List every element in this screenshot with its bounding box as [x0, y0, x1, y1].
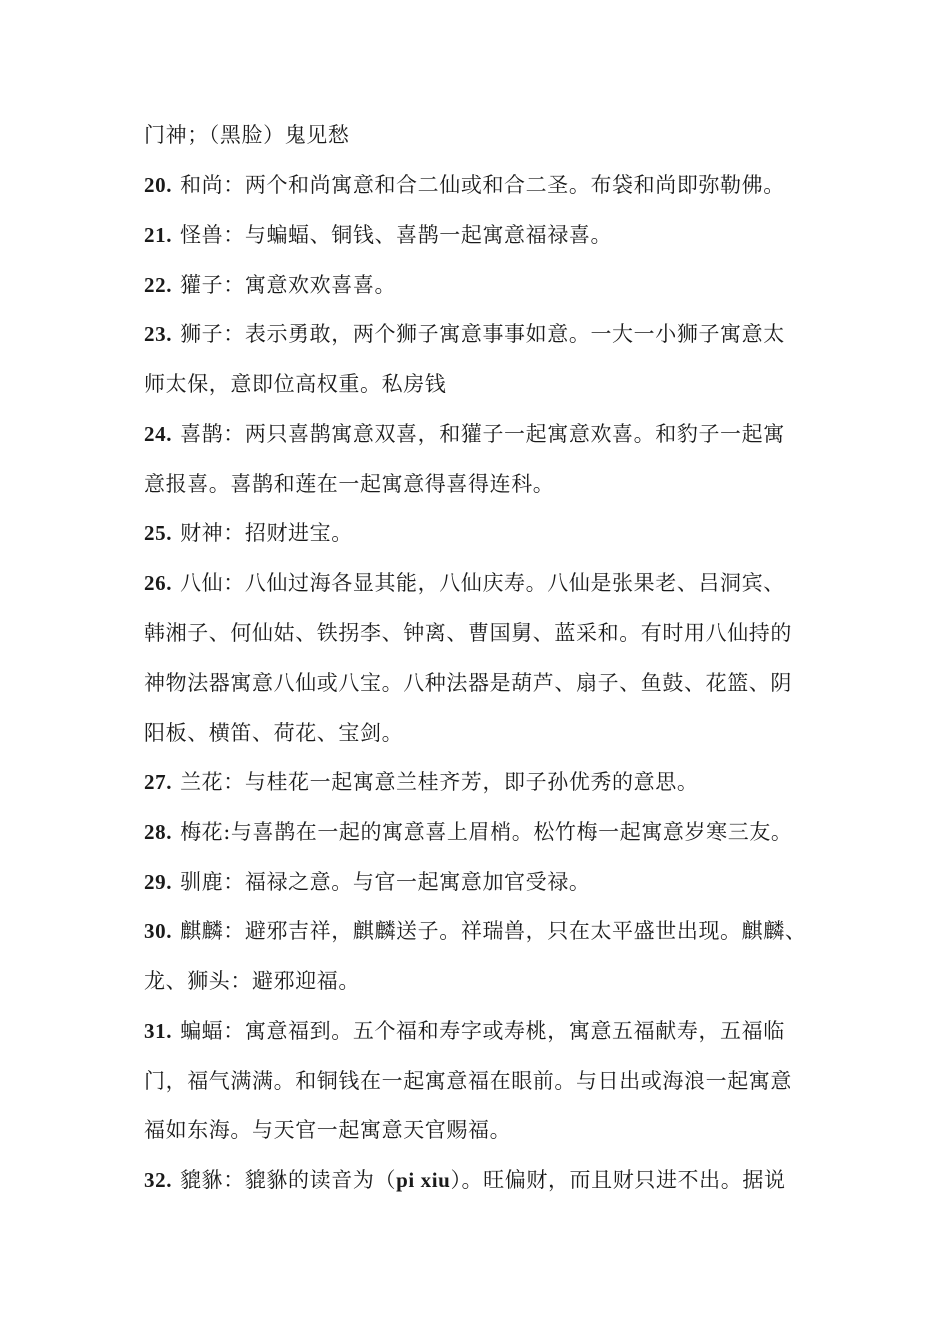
line-text: 兰花：与桂花一起寓意兰桂齐芳，即子孙优秀的意思。	[180, 770, 699, 794]
line-text: 貔貅：貔貅的读音为（	[180, 1168, 397, 1192]
item-number: 27.	[144, 770, 173, 794]
text-line	[144, 368, 824, 400]
line-text: 龙、狮头：避邪迎福。	[144, 969, 360, 993]
item-number: 29.	[144, 870, 173, 894]
line-text: 门神；（黑脸）鬼见愁	[144, 123, 350, 147]
list-item	[144, 219, 824, 251]
item-number: 24.	[144, 422, 173, 446]
line-text: 八仙：八仙过海各显其能，八仙庆寿。八仙是张果老、吕洞宾、	[180, 571, 785, 595]
list-item	[144, 1015, 824, 1047]
text-line	[144, 617, 824, 649]
line-text: 财神：招财进宝。	[180, 521, 353, 545]
list-item	[144, 418, 824, 450]
item-number: 25.	[144, 521, 173, 545]
list-item	[144, 766, 824, 798]
list-item	[144, 517, 824, 549]
list-item	[144, 816, 824, 848]
list-item	[144, 915, 824, 947]
line-text: 梅花:与喜鹊在一起的寓意喜上眉梢。松竹梅一起寓意岁寒三友。	[180, 820, 793, 844]
line-text: 福如东海。与天官一起寓意天官赐福。	[144, 1118, 512, 1142]
line-text: 阳板、横笛、荷花、宝剑。	[144, 721, 404, 745]
line-text: 驯鹿：福禄之意。与官一起寓意加官受禄。	[180, 870, 591, 894]
item-number: 28.	[144, 820, 173, 844]
item-number: 30.	[144, 919, 173, 943]
item-number: 31.	[144, 1019, 173, 1043]
list-item	[144, 1164, 824, 1196]
list-item	[144, 269, 824, 301]
item-number: 22.	[144, 273, 173, 297]
text-line	[144, 1114, 824, 1146]
line-text: 韩湘子、何仙姑、铁拐李、钟离、曹国舅、蓝采和。有时用八仙持的	[144, 621, 792, 645]
line-text: 狮子：表示勇敢，两个狮子寓意事事如意。一大一小狮子寓意太	[180, 322, 785, 346]
list-item	[144, 567, 824, 599]
line-text: 师太保，意即位高权重。私房钱	[144, 372, 447, 396]
line-text: 喜鹊：两只喜鹊寓意双喜，和獾子一起寓意欢喜。和豹子一起寓	[180, 422, 785, 446]
text-line	[144, 1065, 824, 1097]
line-text-after: ）。旺偏财，而且财只进不出。据说	[450, 1168, 786, 1192]
item-number: 20.	[144, 173, 173, 197]
text-line	[144, 667, 824, 699]
line-text: 蝙蝠：寓意福到。五个福和寿字或寿桃，寓意五福献寿，五福临	[180, 1019, 785, 1043]
line-text: 麒麟：避邪吉祥，麒麟送子。祥瑞兽，只在太平盛世出现。麒麟、	[180, 919, 807, 943]
line-text: 和尚：两个和尚寓意和合二仙或和合二圣。布袋和尚即弥勒佛。	[180, 173, 785, 197]
line-text: 神物法器寓意八仙或八宝。八种法器是葫芦、扇子、鱼鼓、花篮、阴	[144, 671, 792, 695]
item-number: 32.	[144, 1168, 173, 1192]
text-line	[144, 965, 824, 997]
text-line	[144, 119, 824, 151]
list-item	[144, 169, 824, 201]
line-text: 门，福气满满。和铜钱在一起寓意福在眼前。与日出或海浪一起寓意	[144, 1069, 792, 1093]
item-number: 21.	[144, 223, 173, 247]
pinyin-bold: pi xiu	[396, 1168, 451, 1192]
line-text: 怪兽：与蝙蝠、铜钱、喜鹊一起寓意福禄喜。	[180, 223, 613, 247]
list-item	[144, 866, 824, 898]
line-text: 意报喜。喜鹊和莲在一起寓意得喜得连科。	[144, 472, 555, 496]
line-text: 獾子：寓意欢欢喜喜。	[180, 273, 397, 297]
item-number: 23.	[144, 322, 173, 346]
item-number: 26.	[144, 571, 173, 595]
text-line	[144, 717, 824, 749]
list-item	[144, 318, 824, 350]
text-line	[144, 468, 824, 500]
